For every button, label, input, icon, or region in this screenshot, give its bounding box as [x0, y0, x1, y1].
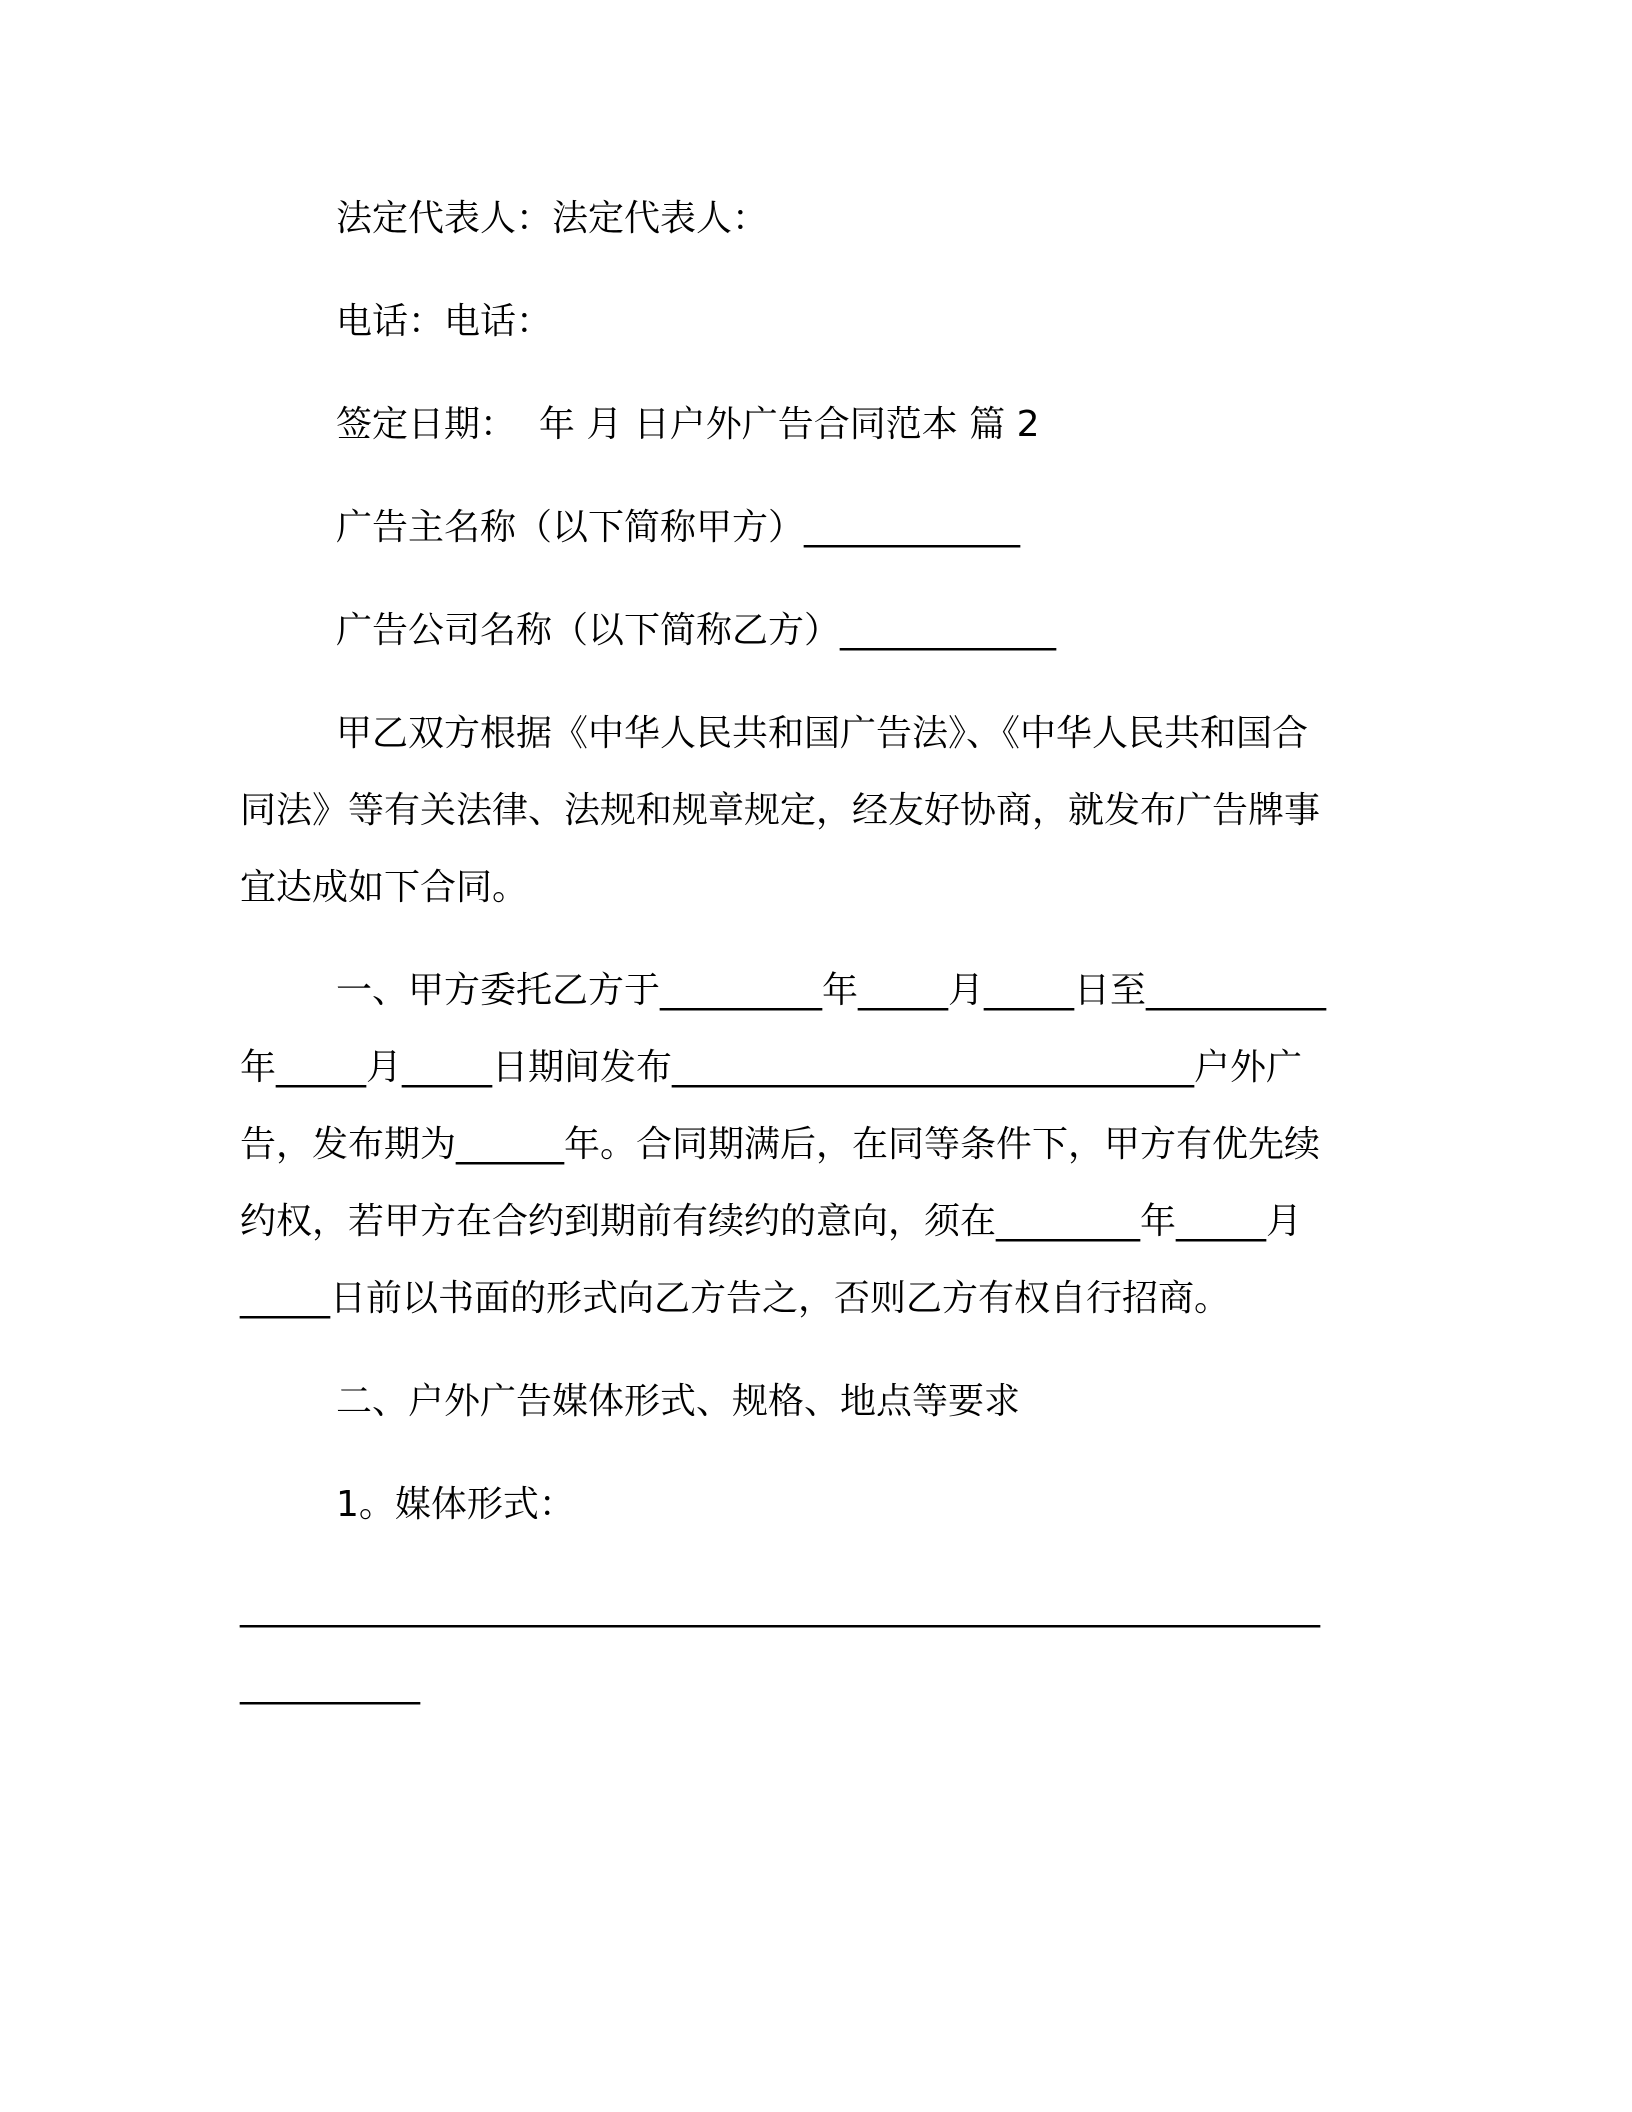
clause-1-line-4: 约权，若甲方在合约到期前有续约的意向，须在________年_____月 [240, 1201, 1303, 1242]
clause-1-line-1: 一、甲方委托乙方于_________年_____月_____日至__________ [336, 970, 1327, 1011]
ad-company-name-line: 广告公司名称（以下简称乙方）____________ [336, 610, 1057, 651]
media-form-line: 1。媒体形式： [336, 1484, 575, 1525]
legal-representative-line: 法定代表人：法定代表人： [336, 198, 769, 239]
phone-line: 电话：电话： [336, 301, 553, 342]
clause-1-line-2: 年_____月_____日期间发布_____________________________户外广 [240, 1047, 1303, 1088]
advertiser-name-line: 广告主名称（以下简称甲方）____________ [336, 507, 1021, 548]
media-form-blank-1: ____________________________________________________________ [240, 1587, 1320, 1628]
clause-1-line-5: _____日前以书面的形式向乙方告之，否则乙方有权自行招商。 [240, 1278, 1231, 1319]
clause-1-line-3: 告，发布期为______年。合同期满后，在同等条件下，甲方有优先续 [240, 1124, 1321, 1165]
media-form-blank-2: __________ [240, 1664, 420, 1705]
clause-2-heading: 二、户外广告媒体形式、规格、地点等要求 [336, 1381, 1021, 1422]
preamble-line-2: 同法》等有关法律、法规和规章规定，经友好协商，就发布广告牌事 [240, 790, 1321, 831]
signing-date-line: 签定日期： 年 月 日户外广告合同范本 篇 2 [336, 404, 1040, 445]
preamble-line-1: 甲乙双方根据《中华人民共和国广告法》、《中华人民共和国合 [336, 713, 1309, 754]
preamble-line-3: 宜达成如下合同。 [240, 867, 529, 908]
